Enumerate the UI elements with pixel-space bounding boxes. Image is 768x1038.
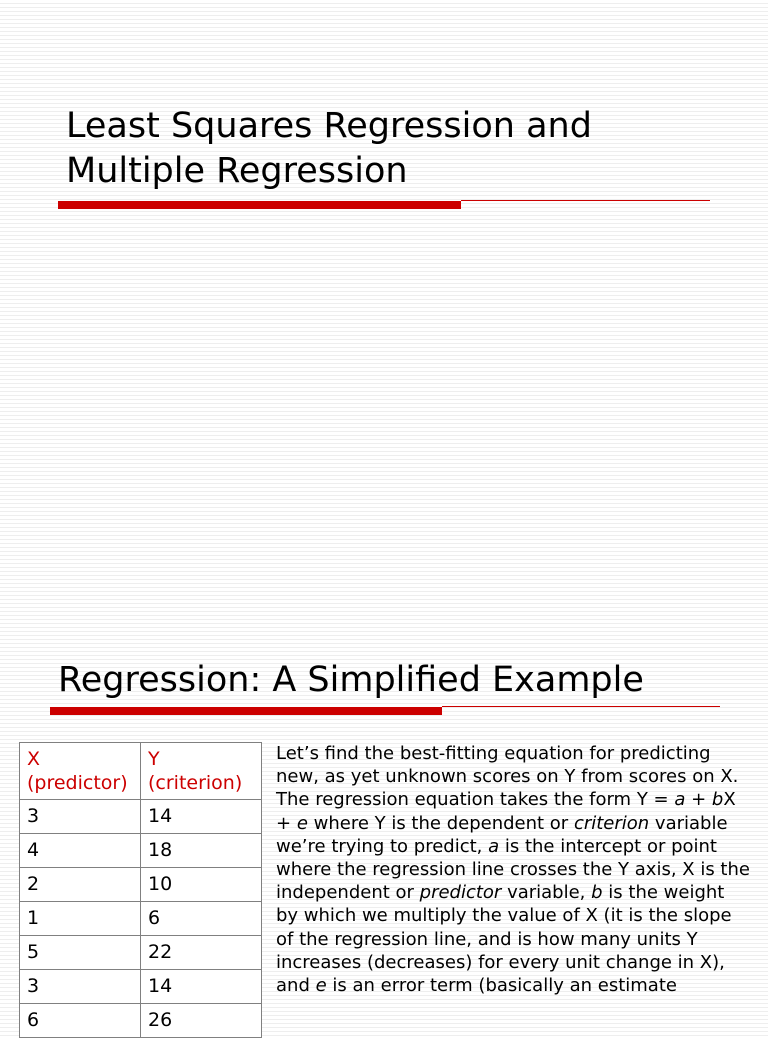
cell-x: 3 — [20, 970, 141, 1004]
data-table — [19, 742, 262, 1038]
term-predictor: predictor — [419, 882, 502, 904]
cell-y: 18 — [141, 834, 262, 868]
cell-x: 2 — [20, 868, 141, 902]
symbol-a: a — [488, 835, 500, 857]
text-run: X + — [276, 789, 736, 834]
text-run: is the intercept or point where the regression line crosses the Y axis, X is the independent or — [276, 835, 750, 904]
title-rule-thin — [461, 200, 710, 201]
symbol-a: a — [674, 789, 686, 811]
cell-y: 10 — [141, 868, 262, 902]
cell-x: 1 — [20, 902, 141, 936]
text-run: Let’s find the best-fitting equation for predicting new, as yet unknown scores on Y from scores on X. The regression equation takes the form Y = — [276, 743, 739, 811]
header-y-symbol: Y — [148, 748, 160, 770]
slide-title: Regression: A Simplified Example — [58, 660, 644, 700]
cell-y: 26 — [141, 1004, 262, 1038]
cell-x: 5 — [20, 936, 141, 970]
table-row — [20, 936, 262, 970]
table-row — [20, 834, 262, 868]
header-y-role: (criterion) — [148, 772, 243, 794]
header-x-role: (predictor) — [27, 772, 128, 794]
cell-y: 22 — [141, 936, 262, 970]
symbol-e: e — [296, 812, 308, 834]
term-criterion: criterion — [573, 812, 650, 834]
cell-y: 14 — [141, 970, 262, 1004]
symbol-e: e — [315, 975, 327, 997]
explanation-paragraph — [276, 742, 750, 997]
header-x — [20, 743, 141, 800]
table-row — [20, 970, 262, 1004]
table-row — [20, 800, 262, 834]
cell-x: 6 — [20, 1004, 141, 1038]
slide-title: Least Squares Regression and Multiple Regression — [66, 106, 592, 191]
symbol-b: b — [591, 882, 603, 904]
symbol-b: b — [711, 789, 724, 811]
title-rule-thick — [58, 201, 461, 209]
table-header-row — [20, 743, 262, 800]
header-y — [141, 743, 262, 800]
text-run: variable, — [501, 882, 592, 904]
cell-x: 3 — [20, 800, 141, 834]
title-rule-thin — [442, 706, 720, 707]
cell-y: 14 — [141, 800, 262, 834]
table-row — [20, 1004, 262, 1038]
text-run: is an error term (basically an estimate — [326, 975, 677, 997]
table-row — [20, 902, 262, 936]
table-row — [20, 868, 262, 902]
text-run: where Y is the dependent or — [307, 812, 574, 834]
title-rule-thick — [50, 707, 442, 715]
header-x-symbol: X — [27, 748, 41, 770]
cell-y: 6 — [141, 902, 262, 936]
text-run: + — [685, 789, 712, 811]
slide-regression-example — [0, 622, 768, 1031]
text-run: variable we’re trying to predict, — [276, 812, 728, 857]
cell-x: 4 — [20, 834, 141, 868]
text-run: is the weight by which we multiply the value of X (it is the slope of the regression line, and is how many units Y increases (decreases) for every unit change in X), and — [276, 882, 732, 997]
